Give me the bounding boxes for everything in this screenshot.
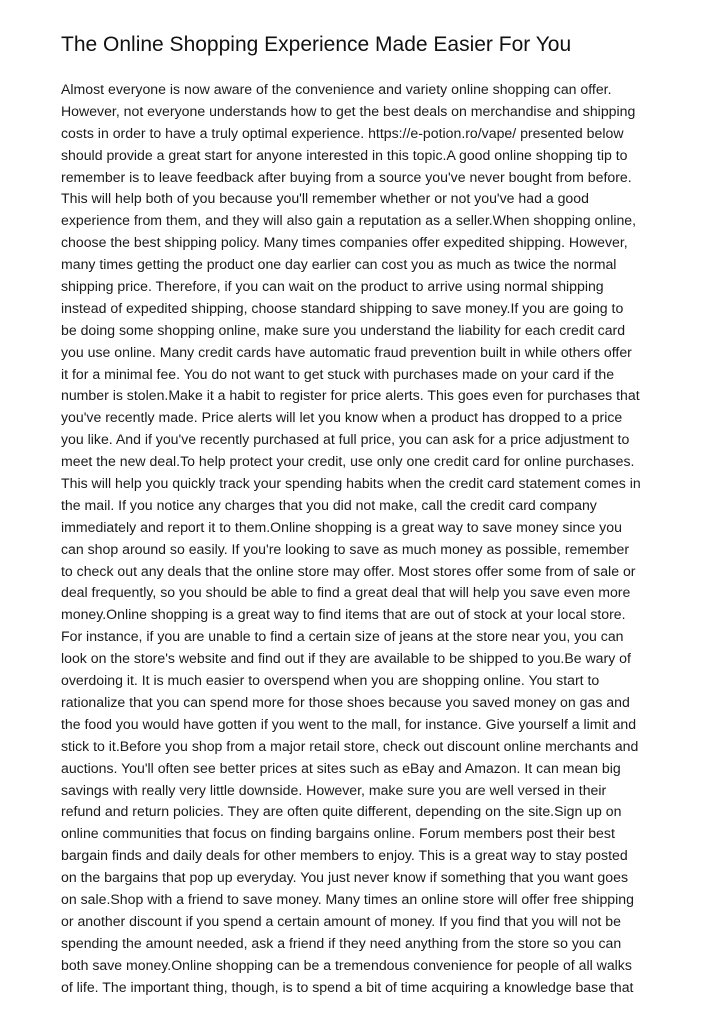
body-line: This will help both of you because you'll remember whether or not you've had a good xyxy=(61,190,589,207)
body-line: you like. And if you've recently purchased at full price, you can ask for a price adjustment to xyxy=(61,431,630,448)
body-line: online communities that focus on finding bargains online. Forum members post their best xyxy=(61,825,615,842)
body-line: money.Online shopping is a great way to find items that are out of stock at your local store. xyxy=(61,606,626,623)
body-line: look on the store's website and find out if they are available to be shipped to you.Be wary of xyxy=(61,650,631,667)
body-line: be doing some shopping online, make sure you understand the liability for each credit card xyxy=(61,321,626,338)
body-line: meet the new deal.To help protect your credit, use only one credit card for online purchases. xyxy=(61,453,635,470)
body-line: stick to it.Before you shop from a major retail store, check out discount online merchants and xyxy=(61,737,639,754)
body-line: can shop around so easily. If you're looking to save as much money as possible, remember xyxy=(61,540,630,557)
body-line: savings with really very little downside. However, make sure you are well versed in their xyxy=(61,781,607,798)
body-line: rationalize that you can spend more for those shoes because you saved money on gas and xyxy=(61,693,630,710)
body-line: experience from them, and they will also gain a reputation as a seller.When shopping online, xyxy=(61,212,637,229)
body-line: many times getting the product one day earlier can cost you as much as twice the normal xyxy=(61,256,617,273)
body-line: For instance, if you are unable to find a certain size of jeans at the store near you, you can xyxy=(61,628,624,645)
body-line: However, not everyone understands how to get the best deals on merchandise and shipping xyxy=(61,102,636,119)
body-line: Almost everyone is now aware of the convenience and variety online shopping can offer. xyxy=(61,81,612,97)
body-line: spending the amount needed, ask a friend if they need anything from the store so you can xyxy=(61,934,622,951)
body-line: immediately and report it to them.Online shopping is a great way to save money since you xyxy=(61,518,622,535)
body-line: overdoing it. It is much easier to overspend when you are shopping online. You start to xyxy=(61,672,600,689)
body-line: both save money.Online shopping can be a tremendous convenience for people of all walks xyxy=(61,956,632,973)
body-line: choose the best shipping policy. Many times companies offer expedited shipping. However, xyxy=(61,234,628,251)
body-line: instead of expedited shipping, choose standard shipping to save money.If you are going to xyxy=(61,299,624,316)
body-line: costs in order to have a truly optimal experience. https://e-potion.ro/vape/ presented below xyxy=(61,124,624,141)
body-line: bargain finds and daily deals for other members to enjoy. This is a great way to stay posted xyxy=(61,847,628,864)
body-line: should provide a great start for anyone interested in this topic.A good online shopping tip to xyxy=(61,146,628,163)
article-body xyxy=(61,79,661,998)
body-line: auctions. You'll often see better prices at sites such as eBay and Amazon. It can mean big xyxy=(61,759,621,776)
body-line: remember is to leave feedback after buying from a source you've never bought from before. xyxy=(61,168,632,185)
body-line: you use online. Many credit cards have automatic fraud prevention built in while others offer xyxy=(61,343,632,360)
body-line: it for a minimal fee. You do not want to get stuck with purchases made on your card if the xyxy=(61,365,615,382)
body-line: or another discount if you spend a certain amount of money. If you find that you will not be xyxy=(61,912,621,929)
body-line: the mail. If you notice any charges that you did not make, call the credit card company xyxy=(61,496,597,513)
body-line: on sale.Shop with a friend to save money. Many times an online store will offer free shipping xyxy=(61,890,634,907)
page-title: The Online Shopping Experience Made Easier For You xyxy=(61,33,572,56)
body-line: to check out any deals that the online store may offer. Most stores offer some from of sale or xyxy=(61,562,636,579)
body-line: This will help you quickly track your spending habits when the credit card statement comes in xyxy=(61,475,641,492)
body-line: the food you would have gotten if you went to the mall, for instance. Give yourself a limit and xyxy=(61,715,637,732)
body-line: shipping price. Therefore, if you can wait on the product to arrive using normal shipping xyxy=(61,278,604,295)
body-line: of life. The important thing, though, is to spend a bit of time acquiring a knowledge base that xyxy=(61,978,634,995)
body-line: you've recently made. Price alerts will let you know when a product has dropped to a price xyxy=(61,409,623,426)
body-line: deal frequently, so you should be able to find a great deal that will help you save even more xyxy=(61,584,631,601)
body-line: refund and return policies. They are often quite different, depending on the site.Sign up on xyxy=(61,803,622,820)
body-line: number is stolen.Make it a habit to register for price alerts. This goes even for purchases that xyxy=(61,387,640,404)
body-line: on the bargains that pop up everyday. You just never know if something that you want goes xyxy=(61,869,628,886)
